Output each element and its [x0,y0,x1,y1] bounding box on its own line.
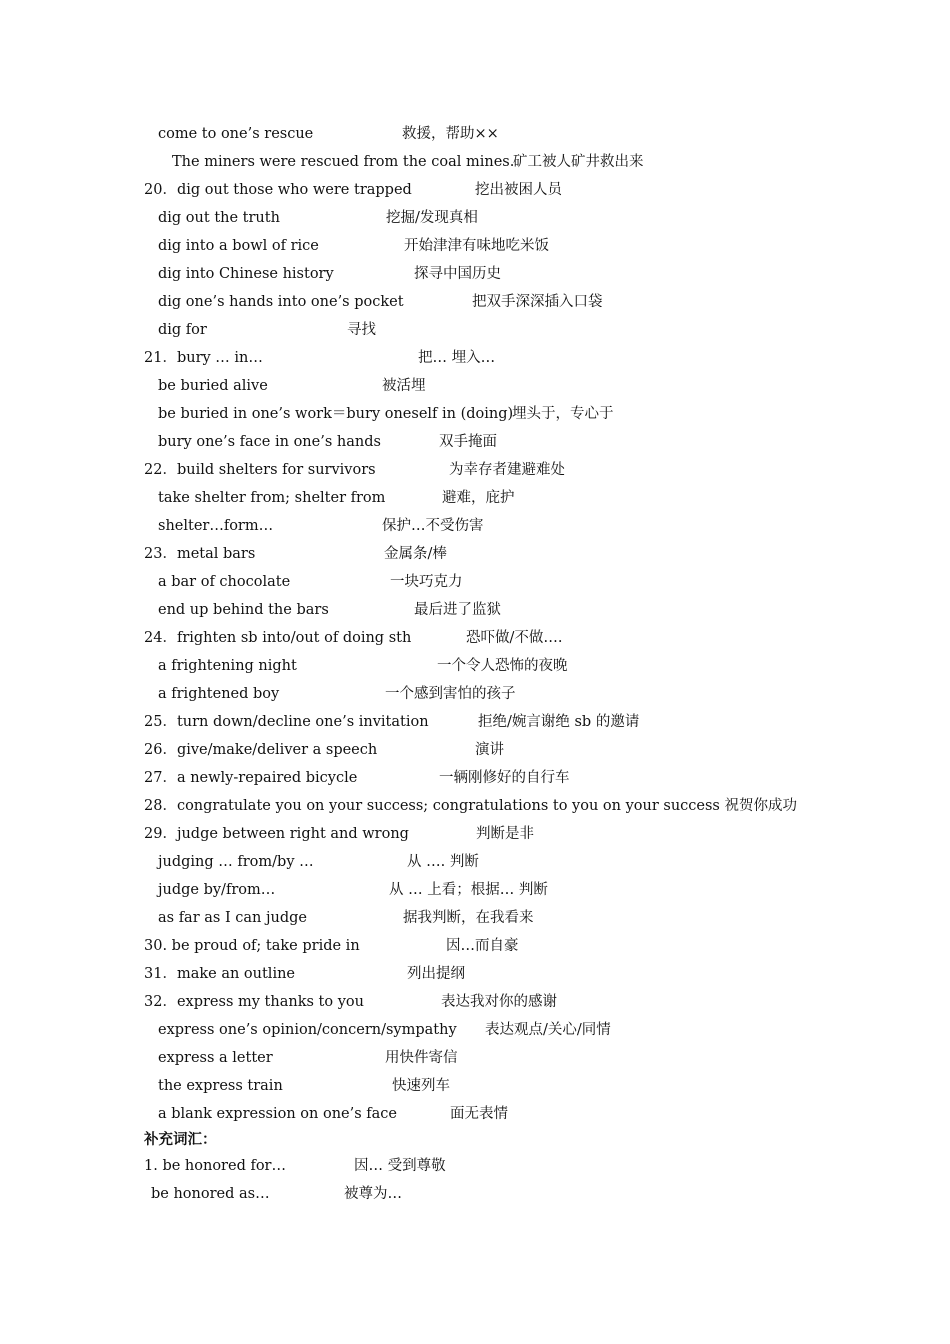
entry-chinese: 据我判断，在我看来 [403,910,534,926]
entry-english: judging … from/by … [158,854,314,870]
entry-english: dig into a bowl of rice [158,238,319,254]
entry-chinese: 矿工被人矿井救出来 [513,154,644,170]
entry-english: 25．turn down/decline one’s invitation [144,714,429,730]
entry-english: dig for [158,322,207,338]
entry-chinese: 判断是非 [476,826,534,842]
entry-chinese: 挖出被困人员 [475,182,562,198]
entry-english: 26．give/make/deliver a speech [144,742,378,758]
entry-english: be buried alive [158,378,268,394]
entry-english: be buried in one’s work＝bury oneself in (doing) [158,406,514,422]
entry-chinese: 列出提纲 [407,966,465,982]
entry-english: 27．a newly-repaired bicycle [144,770,358,786]
entry-english: bury one’s face in one’s hands [158,434,381,450]
entry-chinese: 保护…不受伤害 [382,518,484,534]
entry-english: express a letter [158,1050,273,1066]
entry-chinese: 为幸存者建避难处 [449,462,565,478]
entry-chinese: 救援，帮助×× [402,126,499,142]
entry-english: 23．metal bars [144,546,256,562]
entry-chinese: 双手掩面 [439,434,497,450]
entry-chinese: 一辆刚修好的自行车 [439,770,570,786]
entry-english: 32．express my thanks to you [144,994,364,1010]
entry-chinese: 因… 受到尊敬 [354,1158,446,1174]
entry-english: The miners were rescued from the coal mines. [172,154,515,170]
entry-chinese: 因…而自豪 [446,938,519,954]
entry-english: the express train [158,1078,283,1094]
entry-english: a frightening night [158,658,297,674]
entry-english: 29．judge between right and wrong [144,826,409,842]
entry-chinese: 从 … 上看；根据… 判断 [389,882,548,898]
entry-chinese: 用快件寄信 [385,1050,458,1066]
entry-english: express one’s opinion/concern/sympathy [158,1022,457,1038]
entry-chinese: 表达观点/关心/同情 [485,1022,611,1038]
entry-english: be honored as… [151,1186,270,1202]
entry-chinese: 一个感到害怕的孩子 [385,686,516,702]
entry-chinese: 被活埋 [382,378,426,394]
entry-english: a frightened boy [158,686,280,702]
entry-chinese: 拒绝/婉言谢绝 sb 的邀请 [478,714,640,730]
entry-english: 28．congratulate you on your success; congratulations to you on your success 祝贺你成功 [144,798,797,814]
entry-chinese: 把双手深深插入口袋 [472,294,603,310]
entry-english: judge by/from… [158,882,276,898]
entry-english: 1. be honored for… [144,1158,286,1174]
entry-chinese: 快速列车 [392,1078,450,1094]
entry-english: as far as I can judge [158,910,307,926]
entry-english: a blank expression on one’s face [158,1106,398,1122]
entry-english: come to one’s rescue [158,126,314,142]
entry-english: dig into Chinese history [158,266,334,282]
entry-chinese: 最后进了监狱 [414,602,501,618]
entry-chinese: 寻找 [347,322,376,338]
entry-chinese: 恐吓做/不做…. [466,630,563,646]
entry-chinese: 开始津津有味地吃米饭 [404,238,549,254]
entry-english: 24．frighten sb into/out of doing sth [144,630,412,646]
entry-english: a bar of chocolate [158,574,291,590]
entry-chinese: 一个令人恐怖的夜晚 [437,658,568,674]
entry-chinese: 挖掘/发现真相 [386,210,478,226]
entry-english: shelter…form… [158,518,274,534]
entry-chinese: 被尊为… [344,1186,402,1202]
entry-english: 20．dig out those who were trapped [144,182,412,198]
entry-chinese: 探寻中国历史 [414,266,501,282]
entry-chinese: 表达我对你的感谢 [441,994,557,1010]
entry-chinese: 面无表情 [450,1106,508,1122]
entry-chinese: 从 …. 判断 [407,854,479,870]
entry-english: 22．build shelters for survivors [144,462,376,478]
entry-english: end up behind the bars [158,602,329,618]
entry-chinese: 一块巧克力 [390,574,463,590]
entry-chinese: 演讲 [475,742,504,758]
entry-chinese: 把… 埋入… [418,350,496,366]
entry-english: dig out the truth [158,210,280,226]
supplementary-vocab-heading: 补充词汇： [144,1131,217,1148]
entry-english: 31．make an outline [144,966,296,982]
entry-chinese: 避难，庇护 [442,490,515,506]
entry-chinese: 埋头于，专心于 [512,406,614,422]
entry-chinese: 金属条/棒 [384,546,447,562]
entry-english: 30. be proud of; take pride in [144,938,360,954]
entry-english: dig one’s hands into one’s pocket [158,294,404,310]
entry-english: 21．bury … in… [144,350,263,366]
entry-english: take shelter from; shelter from [158,490,386,506]
